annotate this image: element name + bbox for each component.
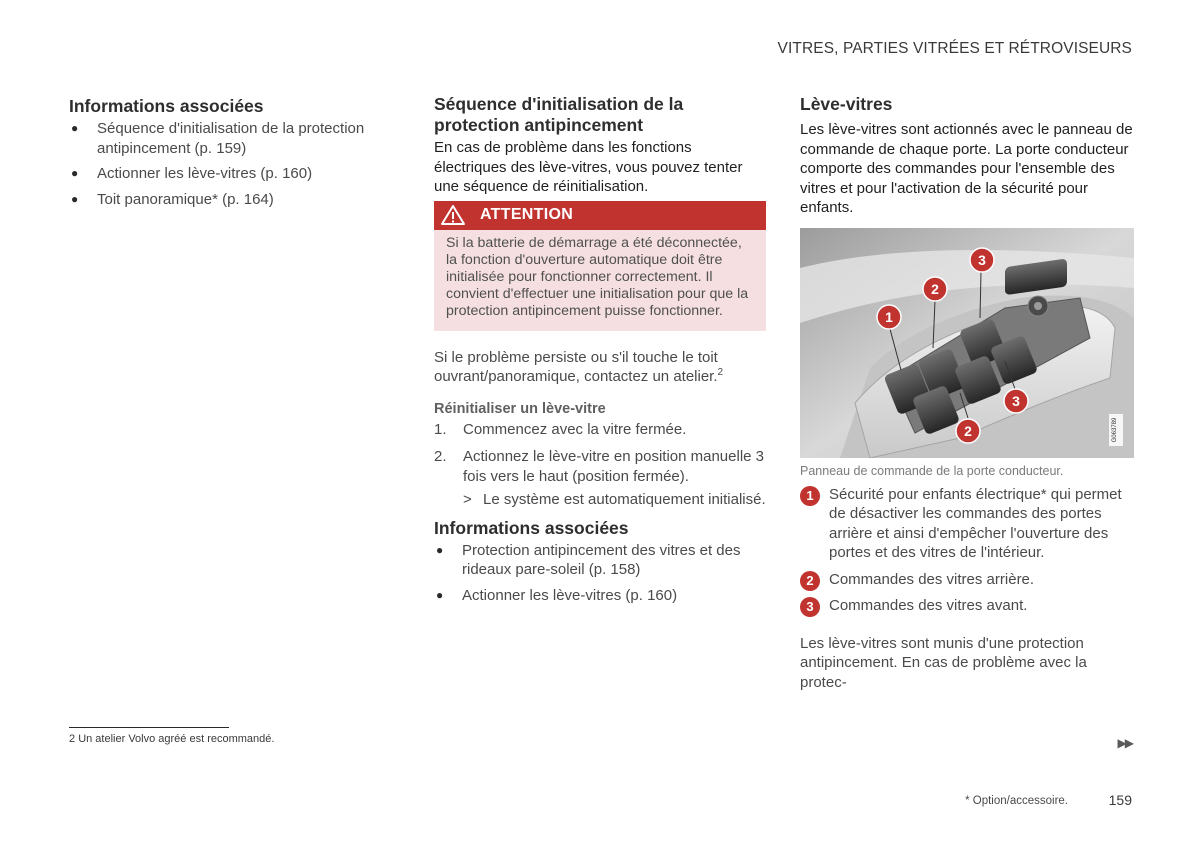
figure-caption: Panneau de commande de la porte conducteur. xyxy=(800,463,1064,478)
init-sequence-heading: Séquence d'initialisation de la protection antipincement xyxy=(434,94,684,135)
number-badge: 3 xyxy=(800,597,820,617)
callout-3-top xyxy=(970,248,994,272)
accessory-note: * Option/accessoire. xyxy=(965,795,1068,807)
legend-item-1: 1 Sécurité pour enfants électrique* qui permet de désactiver les commandes des portes arrière et ainsi d'empêcher l'ouverture des portes et des vitres de l'intérieur. xyxy=(800,485,1134,563)
bullet-icon: ● xyxy=(436,587,444,602)
reset-steps xyxy=(434,420,766,510)
figure-legend xyxy=(800,485,1134,616)
footnote-divider xyxy=(69,727,229,728)
callout-2-bottom xyxy=(956,419,980,443)
column-related-info xyxy=(69,94,379,215)
legend-item-3: 3 Commandes des vitres avant. xyxy=(800,596,1134,616)
column-window-lifts xyxy=(800,94,1134,692)
window-lifts-heading: Lève-vitres xyxy=(800,94,893,114)
callout-2-top xyxy=(923,277,947,301)
section-title: VITRES, PARTIES VITRÉES ET RÉTROVISEURS xyxy=(777,40,1132,57)
footnote: 2 Un atelier Volvo agréé est recommandé. xyxy=(69,733,275,745)
footnote-ref[interactable]: 2 xyxy=(717,367,724,379)
related-link[interactable]: ● Séquence d'initialisation de la protection antipincement (p. 159) xyxy=(71,120,365,157)
warning-label: ATTENTION xyxy=(480,206,574,223)
bullet-icon: ● xyxy=(71,191,79,206)
number-badge: 1 xyxy=(800,486,820,506)
figure-code xyxy=(1109,414,1123,446)
related-link[interactable]: ● Toit panoramique* (p. 164) xyxy=(71,190,274,208)
related-links-list-2 xyxy=(434,541,766,606)
legend-item-2: 2 Commandes des vitres arrière. xyxy=(800,570,1134,590)
column-init-sequence xyxy=(434,94,766,611)
callout-1 xyxy=(877,305,901,329)
bullet-icon: ● xyxy=(436,542,444,557)
init-intro: En cas de problème dans les fonctions électriques des lève-vitres, vous pouvez tenter une séquence de réinitialisation. xyxy=(434,139,743,195)
callout-2-label: 2 xyxy=(931,280,939,297)
warning-header xyxy=(434,201,766,230)
window-lifts-intro: Les lève-vitres sont actionnés avec le panneau de commande de chaque porte. La porte conducteur comporte des commandes pour l'ensemble des vitres et pour l'activation de la sécurité pour enfants. xyxy=(800,121,1133,216)
bullet-icon: ● xyxy=(71,121,79,135)
warning-text: Si la batterie de démarrage a été déconnectée, la fonction d'ouverture automatique doit être initialisée pour fonctionner correctement. Il convient d'effectuer une initialisation pour que la protection antipincement puisse fonctionner. xyxy=(434,230,766,331)
page-number: 159 xyxy=(1108,792,1132,808)
related-links-list xyxy=(69,119,379,209)
result-arrow-icon: > xyxy=(463,491,472,509)
related-info-heading: Informations associées xyxy=(69,96,264,116)
related-link[interactable]: ● Protection antipincement des vitres et des rideaux pare-soleil (p. 158) xyxy=(436,541,741,579)
related-info-heading-2: Informations associées xyxy=(434,517,629,538)
bullet-icon: ● xyxy=(71,166,79,180)
window-lifts-outro: Les lève-vitres sont munis d'une protection antipincement. En cas de problème avec la protec- xyxy=(800,634,1087,691)
svg-text:G063789: G063789 xyxy=(1112,417,1118,442)
callout-3-label: 3 xyxy=(978,251,986,268)
callout-3b-label: 3 xyxy=(1012,392,1020,409)
persist-text: Si le problème persiste ou s'il touche le toit ouvrant/panoramique, contactez un atelier.$^2$ xyxy=(434,348,724,386)
warning-triangle-icon xyxy=(440,204,466,226)
number-badge: 2 xyxy=(800,571,820,591)
related-link[interactable]: ● Actionner les lève-vitres (p. 160) xyxy=(71,165,313,182)
related-link[interactable]: ● Actionner les lève-vitres (p. 160) xyxy=(436,586,678,604)
step-item: 2. Actionnez le lève-vitre en position manuelle 3 fois vers le haut (position fermée). > Le système est automatiquement initialisé. xyxy=(434,448,766,509)
callout-3-bottom xyxy=(1004,389,1028,413)
step-item: 1. Commencez avec la vitre fermée. xyxy=(434,420,687,438)
callout-1-label: 1 xyxy=(885,308,893,325)
step-result: > Le système est automatiquement initialisé. xyxy=(463,491,766,509)
callout-2b-label: 2 xyxy=(964,422,972,439)
door-panel-illustration xyxy=(800,228,1134,458)
reset-heading: Réinitialiser un lève-vitre xyxy=(434,400,606,417)
warning-box xyxy=(434,201,766,331)
continue-arrows-icon: ▶▶ xyxy=(1117,736,1132,750)
